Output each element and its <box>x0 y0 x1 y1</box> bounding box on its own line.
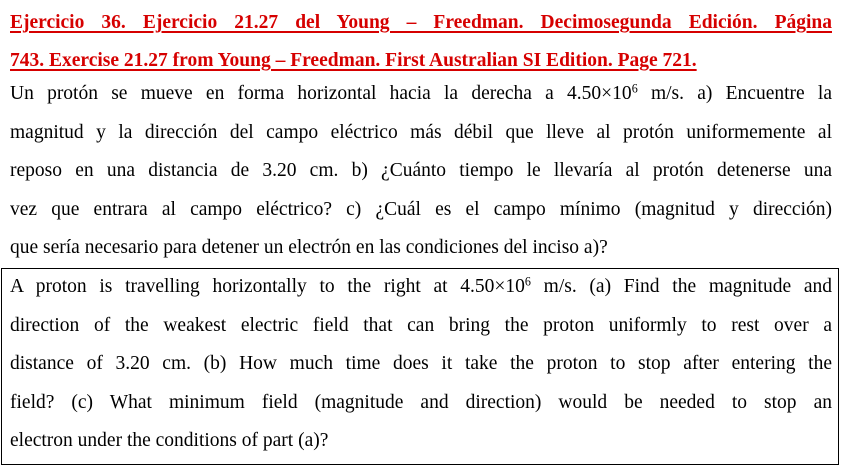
spanish-problem-text <box>10 75 832 268</box>
english-line-1 <box>10 268 832 307</box>
spanish-line-1-pre: Un protón se mueve en forma horizontal hacia la derecha a 4.50×10 <box>10 83 632 104</box>
exercise-heading <box>10 4 832 80</box>
spanish-line-4: vez que entrara al campo eléctrico? c) ¿Cuál es el campo mínimo (magnitud y dirección) <box>10 198 832 220</box>
english-exponent: 6 <box>524 274 531 289</box>
english-line-5: electron under the conditions of part (a)? <box>10 430 329 451</box>
spanish-line-1-post: m/s. a) Encuentre la <box>637 83 832 104</box>
english-line-4: field? (c) What minimum field (magnitude and direction) would be needed to stop an <box>10 391 832 413</box>
spanish-line-5: que sería necesario para detener un electrón en las condiciones del inciso a)? <box>10 237 608 258</box>
heading-line-2: 743. Exercise 21.27 from Young – Freedman. First Australian SI Edition. Page 721. <box>10 50 697 71</box>
english-line-3: distance of 3.20 cm. (b) How much time does it take the proton to stop after entering the <box>10 353 832 374</box>
english-line-2: direction of the weakest electric field that can bring the proton uniformly to rest over a <box>10 314 832 336</box>
english-line-1-post: m/s. (a) Find the magnitude and <box>530 276 833 297</box>
english-line-1-pre: A proton is travelling horizontally to the right at 4.50×10 <box>10 276 525 297</box>
spanish-line-1 <box>10 75 832 114</box>
spanish-line-3: reposo en una distancia de 3.20 cm. b) ¿Cuánto tiempo le llevaría al protón detenerse una <box>10 160 832 181</box>
heading-line-1: Ejercicio 36. Ejercicio 21.27 del Young – Freedman. Decimosegunda Edición. Página <box>10 12 832 33</box>
spanish-line-2: magnitud y la dirección del campo eléctrico más débil que lleve al protón uniformemente al <box>10 121 832 143</box>
english-problem-text <box>10 268 832 461</box>
spanish-exponent: 6 <box>631 81 638 96</box>
